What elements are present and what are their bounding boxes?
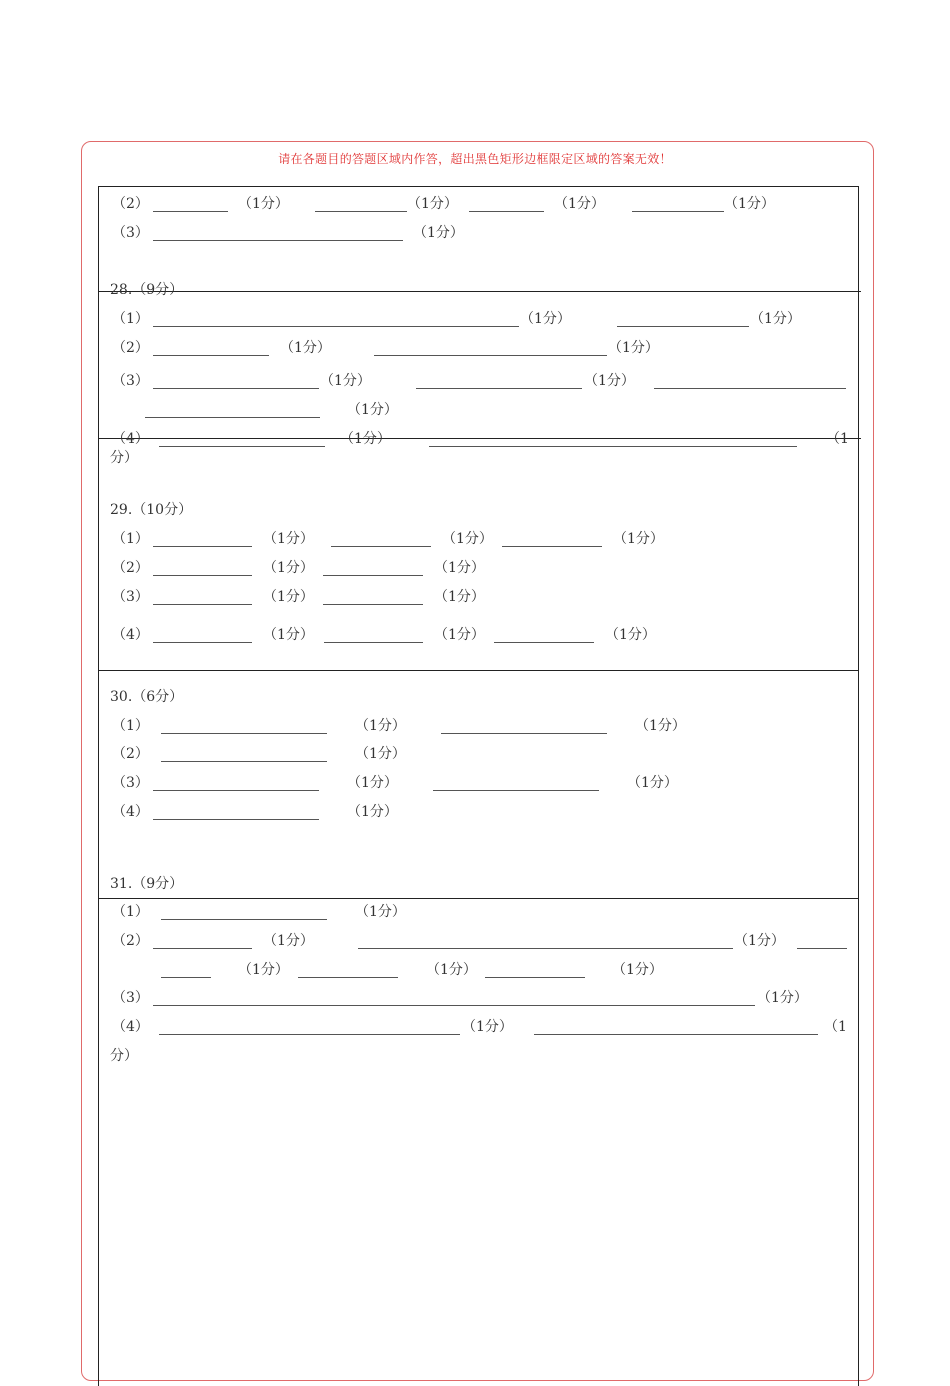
answer-blank[interactable] — [534, 1034, 818, 1035]
score-label: （1分） — [263, 589, 314, 605]
score-label: （1分） — [734, 933, 785, 949]
q29-part4-label: （4） — [112, 627, 149, 643]
score-label: （1分） — [520, 311, 571, 327]
q28-part2-label: （2） — [112, 340, 149, 356]
q31-title: 31.（9分） — [110, 876, 184, 892]
q28-part1-label: （1） — [112, 311, 149, 327]
answer-blank[interactable] — [433, 790, 599, 791]
answer-blank[interactable] — [153, 575, 252, 576]
score-label: （1分） — [355, 746, 406, 762]
score-label: （1分） — [612, 962, 663, 978]
answer-blank[interactable] — [374, 355, 607, 356]
score-label: （1分） — [320, 373, 371, 389]
score-label: （1分） — [434, 627, 485, 643]
q28-part3-label: （3） — [112, 373, 149, 389]
answer-blank[interactable] — [323, 604, 423, 605]
q29-title: 29.（10分） — [110, 502, 193, 518]
answer-blank[interactable] — [153, 604, 252, 605]
answer-blank[interactable] — [469, 211, 544, 212]
q27-part3-label: （3） — [112, 225, 149, 241]
q30-part3-label: （3） — [112, 775, 149, 791]
answer-blank[interactable] — [161, 761, 327, 762]
score-label: （1分） — [554, 196, 605, 212]
answer-blank[interactable] — [159, 446, 325, 447]
answer-blank[interactable] — [358, 948, 733, 949]
score-label: （1分） — [613, 531, 664, 547]
answer-blank[interactable] — [159, 1034, 460, 1035]
section-divider — [98, 438, 861, 439]
answer-blank[interactable] — [797, 948, 847, 949]
q29-part1-label: （1） — [112, 531, 149, 547]
score-label: （1分） — [434, 560, 485, 576]
section-divider — [98, 670, 859, 671]
answer-box — [98, 186, 859, 1386]
q30-part4-label: （4） — [112, 804, 149, 820]
q29-part2-label: （2） — [112, 560, 149, 576]
answer-blank[interactable] — [153, 642, 252, 643]
score-label-split: （1 — [826, 431, 849, 447]
answer-blank[interactable] — [153, 211, 228, 212]
answer-blank[interactable] — [161, 733, 327, 734]
q28-title: 28.（9分） — [110, 282, 184, 298]
answer-blank[interactable] — [494, 642, 594, 643]
answer-blank[interactable] — [315, 211, 407, 212]
score-label: （1分） — [238, 962, 289, 978]
score-label: （1分） — [355, 718, 406, 734]
score-label-split: （1 — [824, 1019, 847, 1035]
score-label: （1分） — [426, 962, 477, 978]
answer-blank[interactable] — [485, 977, 585, 978]
q27-part2-label: （2） — [112, 196, 149, 212]
score-label: （1分） — [347, 775, 398, 791]
section-divider — [98, 291, 861, 292]
score-label: （1分） — [605, 627, 656, 643]
score-label: （1分） — [635, 718, 686, 734]
score-label: （1分） — [724, 196, 775, 212]
answer-blank[interactable] — [161, 919, 327, 920]
q31-part3-label: （3） — [112, 990, 149, 1006]
answer-blank[interactable] — [153, 819, 319, 820]
score-label: （1分） — [263, 531, 314, 547]
q30-title: 30.（6分） — [110, 689, 184, 705]
score-label: （1分） — [750, 311, 801, 327]
score-label: （1分） — [263, 560, 314, 576]
q30-part1-label: （1） — [112, 718, 149, 734]
score-label: （1分） — [608, 340, 659, 356]
score-label: （1分） — [347, 402, 398, 418]
score-label: （1分） — [355, 904, 406, 920]
score-label: （1分） — [413, 225, 464, 241]
answer-blank[interactable] — [632, 211, 724, 212]
score-label-split: 分） — [110, 450, 138, 466]
answer-blank[interactable] — [153, 388, 319, 389]
score-label: （1分） — [627, 775, 678, 791]
answer-blank[interactable] — [429, 446, 797, 447]
q29-part3-label: （3） — [112, 589, 149, 605]
q28-part4-label: （4） — [112, 431, 149, 447]
answer-blank[interactable] — [153, 790, 319, 791]
score-label: （1分） — [263, 933, 314, 949]
answer-blank[interactable] — [153, 948, 252, 949]
answer-blank[interactable] — [416, 388, 582, 389]
score-label: （1分） — [347, 804, 398, 820]
score-label: （1分） — [462, 1019, 513, 1035]
score-label: （1分） — [340, 431, 391, 447]
answer-blank[interactable] — [145, 417, 320, 418]
answer-area-notice: 请在各题目的答题区域内作答，超出黑色矩形边框限定区域的答案无效！ — [278, 152, 672, 166]
answer-blank[interactable] — [502, 546, 602, 547]
q31-part4-label: （4） — [112, 1019, 149, 1035]
answer-blank[interactable] — [323, 575, 423, 576]
answer-blank[interactable] — [324, 642, 423, 643]
score-label: （1分） — [263, 627, 314, 643]
answer-blank[interactable] — [654, 388, 846, 389]
score-label: （1分） — [407, 196, 458, 212]
answer-blank[interactable] — [153, 546, 252, 547]
answer-blank[interactable] — [161, 977, 211, 978]
section-divider — [98, 898, 859, 899]
score-label: （1分） — [584, 373, 635, 389]
answer-blank[interactable] — [153, 326, 519, 327]
score-label-split: 分） — [110, 1048, 138, 1064]
answer-blank[interactable] — [298, 977, 398, 978]
score-label: （1分） — [442, 531, 493, 547]
q30-part2-label: （2） — [112, 746, 149, 762]
score-label: （1分） — [757, 990, 808, 1006]
score-label: （1分） — [238, 196, 289, 212]
answer-blank[interactable] — [617, 326, 749, 327]
answer-blank[interactable] — [153, 1005, 755, 1006]
q31-part2-label: （2） — [112, 933, 149, 949]
answer-blank[interactable] — [153, 355, 269, 356]
answer-blank[interactable] — [153, 240, 403, 241]
answer-blank[interactable] — [441, 733, 607, 734]
answer-blank[interactable] — [331, 546, 431, 547]
score-label: （1分） — [434, 589, 485, 605]
score-label: （1分） — [280, 340, 331, 356]
q31-part1-label: （1） — [112, 904, 149, 920]
